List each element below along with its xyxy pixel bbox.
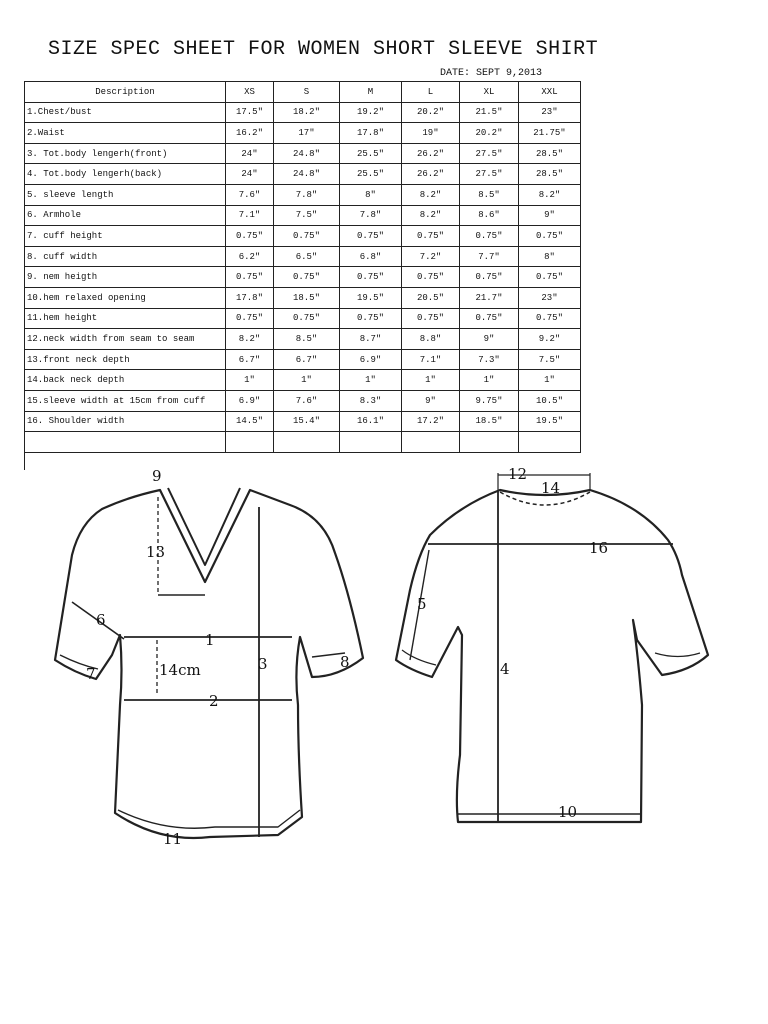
size-value-cell: 15.4″ <box>274 411 340 432</box>
size-value-cell: 1″ <box>274 370 340 391</box>
size-value-cell: 8.2″ <box>402 184 460 205</box>
size-value-cell: 24.8″ <box>274 143 340 164</box>
size-value-cell: 6.9″ <box>226 390 274 411</box>
header-s: S <box>274 82 340 103</box>
empty-cell <box>274 432 340 453</box>
row-description: 11.hem height <box>25 308 226 329</box>
table-row <box>25 205 581 226</box>
table-row <box>25 370 581 391</box>
size-value-cell: 18.2″ <box>274 102 340 123</box>
size-value-cell: 18.5″ <box>274 287 340 308</box>
size-value-cell: 1″ <box>340 370 402 391</box>
label-2: 2 <box>209 692 219 710</box>
label-6: 6 <box>96 611 106 629</box>
size-value-cell: 8.6″ <box>460 205 519 226</box>
size-value-cell: 6.8″ <box>340 246 402 267</box>
row-description: 3. Tot.body lengerh(front) <box>25 143 226 164</box>
table-row <box>25 349 581 370</box>
size-value-cell: 10.5″ <box>519 390 581 411</box>
empty-cell <box>340 432 402 453</box>
size-value-cell: 0.75″ <box>402 308 460 329</box>
size-value-cell: 8.2″ <box>402 205 460 226</box>
front-shirt-drawing <box>55 488 363 838</box>
table-row <box>25 123 581 144</box>
table-row <box>25 267 581 288</box>
size-value-cell: 1″ <box>226 370 274 391</box>
empty-cell <box>460 432 519 453</box>
row-description: 7. cuff height <box>25 226 226 247</box>
size-value-cell: 9″ <box>402 390 460 411</box>
table-row <box>25 308 581 329</box>
header-xl: XL <box>460 82 519 103</box>
table-row <box>25 411 581 432</box>
label-9: 9 <box>152 467 162 485</box>
table-body <box>25 102 581 452</box>
size-value-cell: 0.75″ <box>519 308 581 329</box>
size-value-cell: 7.1″ <box>226 205 274 226</box>
table-header-row <box>25 82 581 103</box>
size-value-cell: 19″ <box>402 123 460 144</box>
row-description: 9. nem heigth <box>25 267 226 288</box>
back-shirt-drawing <box>396 490 708 822</box>
table-row <box>25 329 581 350</box>
header-xxl: XXL <box>519 82 581 103</box>
size-value-cell: 0.75″ <box>460 308 519 329</box>
table-row <box>25 102 581 123</box>
size-value-cell: 17.5″ <box>226 102 274 123</box>
row-description: 5. sleeve length <box>25 184 226 205</box>
size-value-cell: 7.1″ <box>402 349 460 370</box>
size-value-cell: 17.2″ <box>402 411 460 432</box>
size-value-cell: 27.5″ <box>460 143 519 164</box>
header-xs: XS <box>226 82 274 103</box>
size-value-cell: 20.2″ <box>460 123 519 144</box>
row-description: 1.Chest/bust <box>25 102 226 123</box>
size-value-cell: 20.5″ <box>402 287 460 308</box>
size-value-cell: 8.5″ <box>274 329 340 350</box>
size-value-cell: 20.2″ <box>402 102 460 123</box>
row-description: 6. Armhole <box>25 205 226 226</box>
size-value-cell: 1″ <box>460 370 519 391</box>
size-value-cell: 6.5″ <box>274 246 340 267</box>
size-value-cell: 23″ <box>519 287 581 308</box>
size-value-cell: 7.3″ <box>460 349 519 370</box>
table-row <box>25 390 581 411</box>
size-value-cell: 0.75″ <box>519 267 581 288</box>
size-value-cell: 21.75″ <box>519 123 581 144</box>
size-value-cell: 24.8″ <box>274 164 340 185</box>
size-value-cell: 9.75″ <box>460 390 519 411</box>
row-description: 15.sleeve width at 15cm from cuff <box>25 390 226 411</box>
shirt-diagrams <box>0 455 768 850</box>
size-value-cell: 8″ <box>519 246 581 267</box>
size-value-cell: 7.5″ <box>274 205 340 226</box>
size-value-cell: 21.5″ <box>460 102 519 123</box>
size-value-cell: 26.2″ <box>402 143 460 164</box>
size-value-cell: 0.75″ <box>274 267 340 288</box>
size-value-cell: 24″ <box>226 143 274 164</box>
row-description: 8. cuff width <box>25 246 226 267</box>
size-value-cell: 0.75″ <box>226 226 274 247</box>
label-10: 10 <box>558 803 578 821</box>
size-value-cell: 6.9″ <box>340 349 402 370</box>
label-7: 7 <box>86 665 96 683</box>
size-value-cell: 19.2″ <box>340 102 402 123</box>
size-value-cell: 17″ <box>274 123 340 144</box>
size-value-cell: 7.7″ <box>460 246 519 267</box>
row-description: 12.neck width from seam to seam <box>25 329 226 350</box>
row-description: 16. Shoulder width <box>25 411 226 432</box>
label-8: 8 <box>340 653 350 671</box>
table-row <box>25 226 581 247</box>
label-1: 1 <box>205 631 215 649</box>
row-description: 10.hem relaxed opening <box>25 287 226 308</box>
table-row <box>25 246 581 267</box>
size-value-cell: 7.2″ <box>402 246 460 267</box>
size-value-cell: 28.5″ <box>519 164 581 185</box>
size-value-cell: 0.75″ <box>402 267 460 288</box>
size-value-cell: 17.8″ <box>340 123 402 144</box>
size-value-cell: 25.5″ <box>340 164 402 185</box>
size-value-cell: 0.75″ <box>519 226 581 247</box>
size-value-cell: 0.75″ <box>460 267 519 288</box>
size-value-cell: 0.75″ <box>340 308 402 329</box>
label-3: 3 <box>258 655 268 673</box>
label-16: 16 <box>589 539 609 557</box>
label-14cm: 14cm <box>159 661 201 679</box>
table-row <box>25 287 581 308</box>
back-measure-lines <box>410 473 673 823</box>
size-value-cell: 6.7″ <box>274 349 340 370</box>
size-value-cell: 9″ <box>460 329 519 350</box>
size-value-cell: 24″ <box>226 164 274 185</box>
size-value-cell: 1″ <box>519 370 581 391</box>
size-value-cell: 8.2″ <box>226 329 274 350</box>
empty-cell <box>402 432 460 453</box>
label-4: 4 <box>500 660 510 678</box>
size-value-cell: 0.75″ <box>226 267 274 288</box>
size-value-cell: 8.7″ <box>340 329 402 350</box>
size-value-cell: 21.7″ <box>460 287 519 308</box>
empty-cell <box>25 432 226 453</box>
page-title: SIZE SPEC SHEET FOR WOMEN SHORT SLEEVE SHIRT <box>48 38 599 61</box>
table-row <box>25 184 581 205</box>
size-value-cell: 14.5″ <box>226 411 274 432</box>
size-value-cell: 6.2″ <box>226 246 274 267</box>
label-13: 13 <box>146 543 166 561</box>
size-value-cell: 18.5″ <box>460 411 519 432</box>
empty-table-row <box>25 432 581 453</box>
size-value-cell: 0.75″ <box>226 308 274 329</box>
label-14: 14 <box>541 479 561 497</box>
size-value-cell: 27.5″ <box>460 164 519 185</box>
table-row <box>25 143 581 164</box>
size-value-cell: 7.5″ <box>519 349 581 370</box>
size-value-cell: 26.2″ <box>402 164 460 185</box>
label-12: 12 <box>508 465 528 483</box>
size-value-cell: 7.6″ <box>226 184 274 205</box>
size-value-cell: 0.75″ <box>340 226 402 247</box>
row-description: 4. Tot.body lengerh(back) <box>25 164 226 185</box>
row-description: 14.back neck depth <box>25 370 226 391</box>
size-value-cell: 9″ <box>519 205 581 226</box>
size-value-cell: 9.2″ <box>519 329 581 350</box>
size-value-cell: 7.8″ <box>340 205 402 226</box>
size-value-cell: 28.5″ <box>519 143 581 164</box>
size-value-cell: 8.8″ <box>402 329 460 350</box>
size-value-cell: 17.8″ <box>226 287 274 308</box>
size-value-cell: 16.2″ <box>226 123 274 144</box>
size-value-cell: 23″ <box>519 102 581 123</box>
size-value-cell: 8.5″ <box>460 184 519 205</box>
date-label: DATE: SEPT 9,2013 <box>440 68 543 79</box>
size-value-cell: 19.5″ <box>340 287 402 308</box>
size-value-cell: 7.8″ <box>274 184 340 205</box>
size-value-cell: 7.6″ <box>274 390 340 411</box>
header-l: L <box>402 82 460 103</box>
size-value-cell: 0.75″ <box>460 226 519 247</box>
size-value-cell: 19.5″ <box>519 411 581 432</box>
size-value-cell: 0.75″ <box>274 226 340 247</box>
size-value-cell: 8.3″ <box>340 390 402 411</box>
row-description: 13.front neck depth <box>25 349 226 370</box>
size-value-cell: 0.75″ <box>340 267 402 288</box>
size-value-cell: 6.7″ <box>226 349 274 370</box>
size-value-cell: 8.2″ <box>519 184 581 205</box>
size-value-cell: 1″ <box>402 370 460 391</box>
size-value-cell: 25.5″ <box>340 143 402 164</box>
size-value-cell: 0.75″ <box>402 226 460 247</box>
header-description: Description <box>25 82 226 103</box>
empty-cell <box>226 432 274 453</box>
header-m: M <box>340 82 402 103</box>
row-description: 2.Waist <box>25 123 226 144</box>
size-value-cell: 16.1″ <box>340 411 402 432</box>
label-11: 11 <box>163 830 183 848</box>
table-row <box>25 164 581 185</box>
empty-cell <box>519 432 581 453</box>
size-value-cell: 0.75″ <box>274 308 340 329</box>
size-value-cell: 8″ <box>340 184 402 205</box>
label-5: 5 <box>417 595 427 613</box>
size-spec-table <box>24 81 581 453</box>
